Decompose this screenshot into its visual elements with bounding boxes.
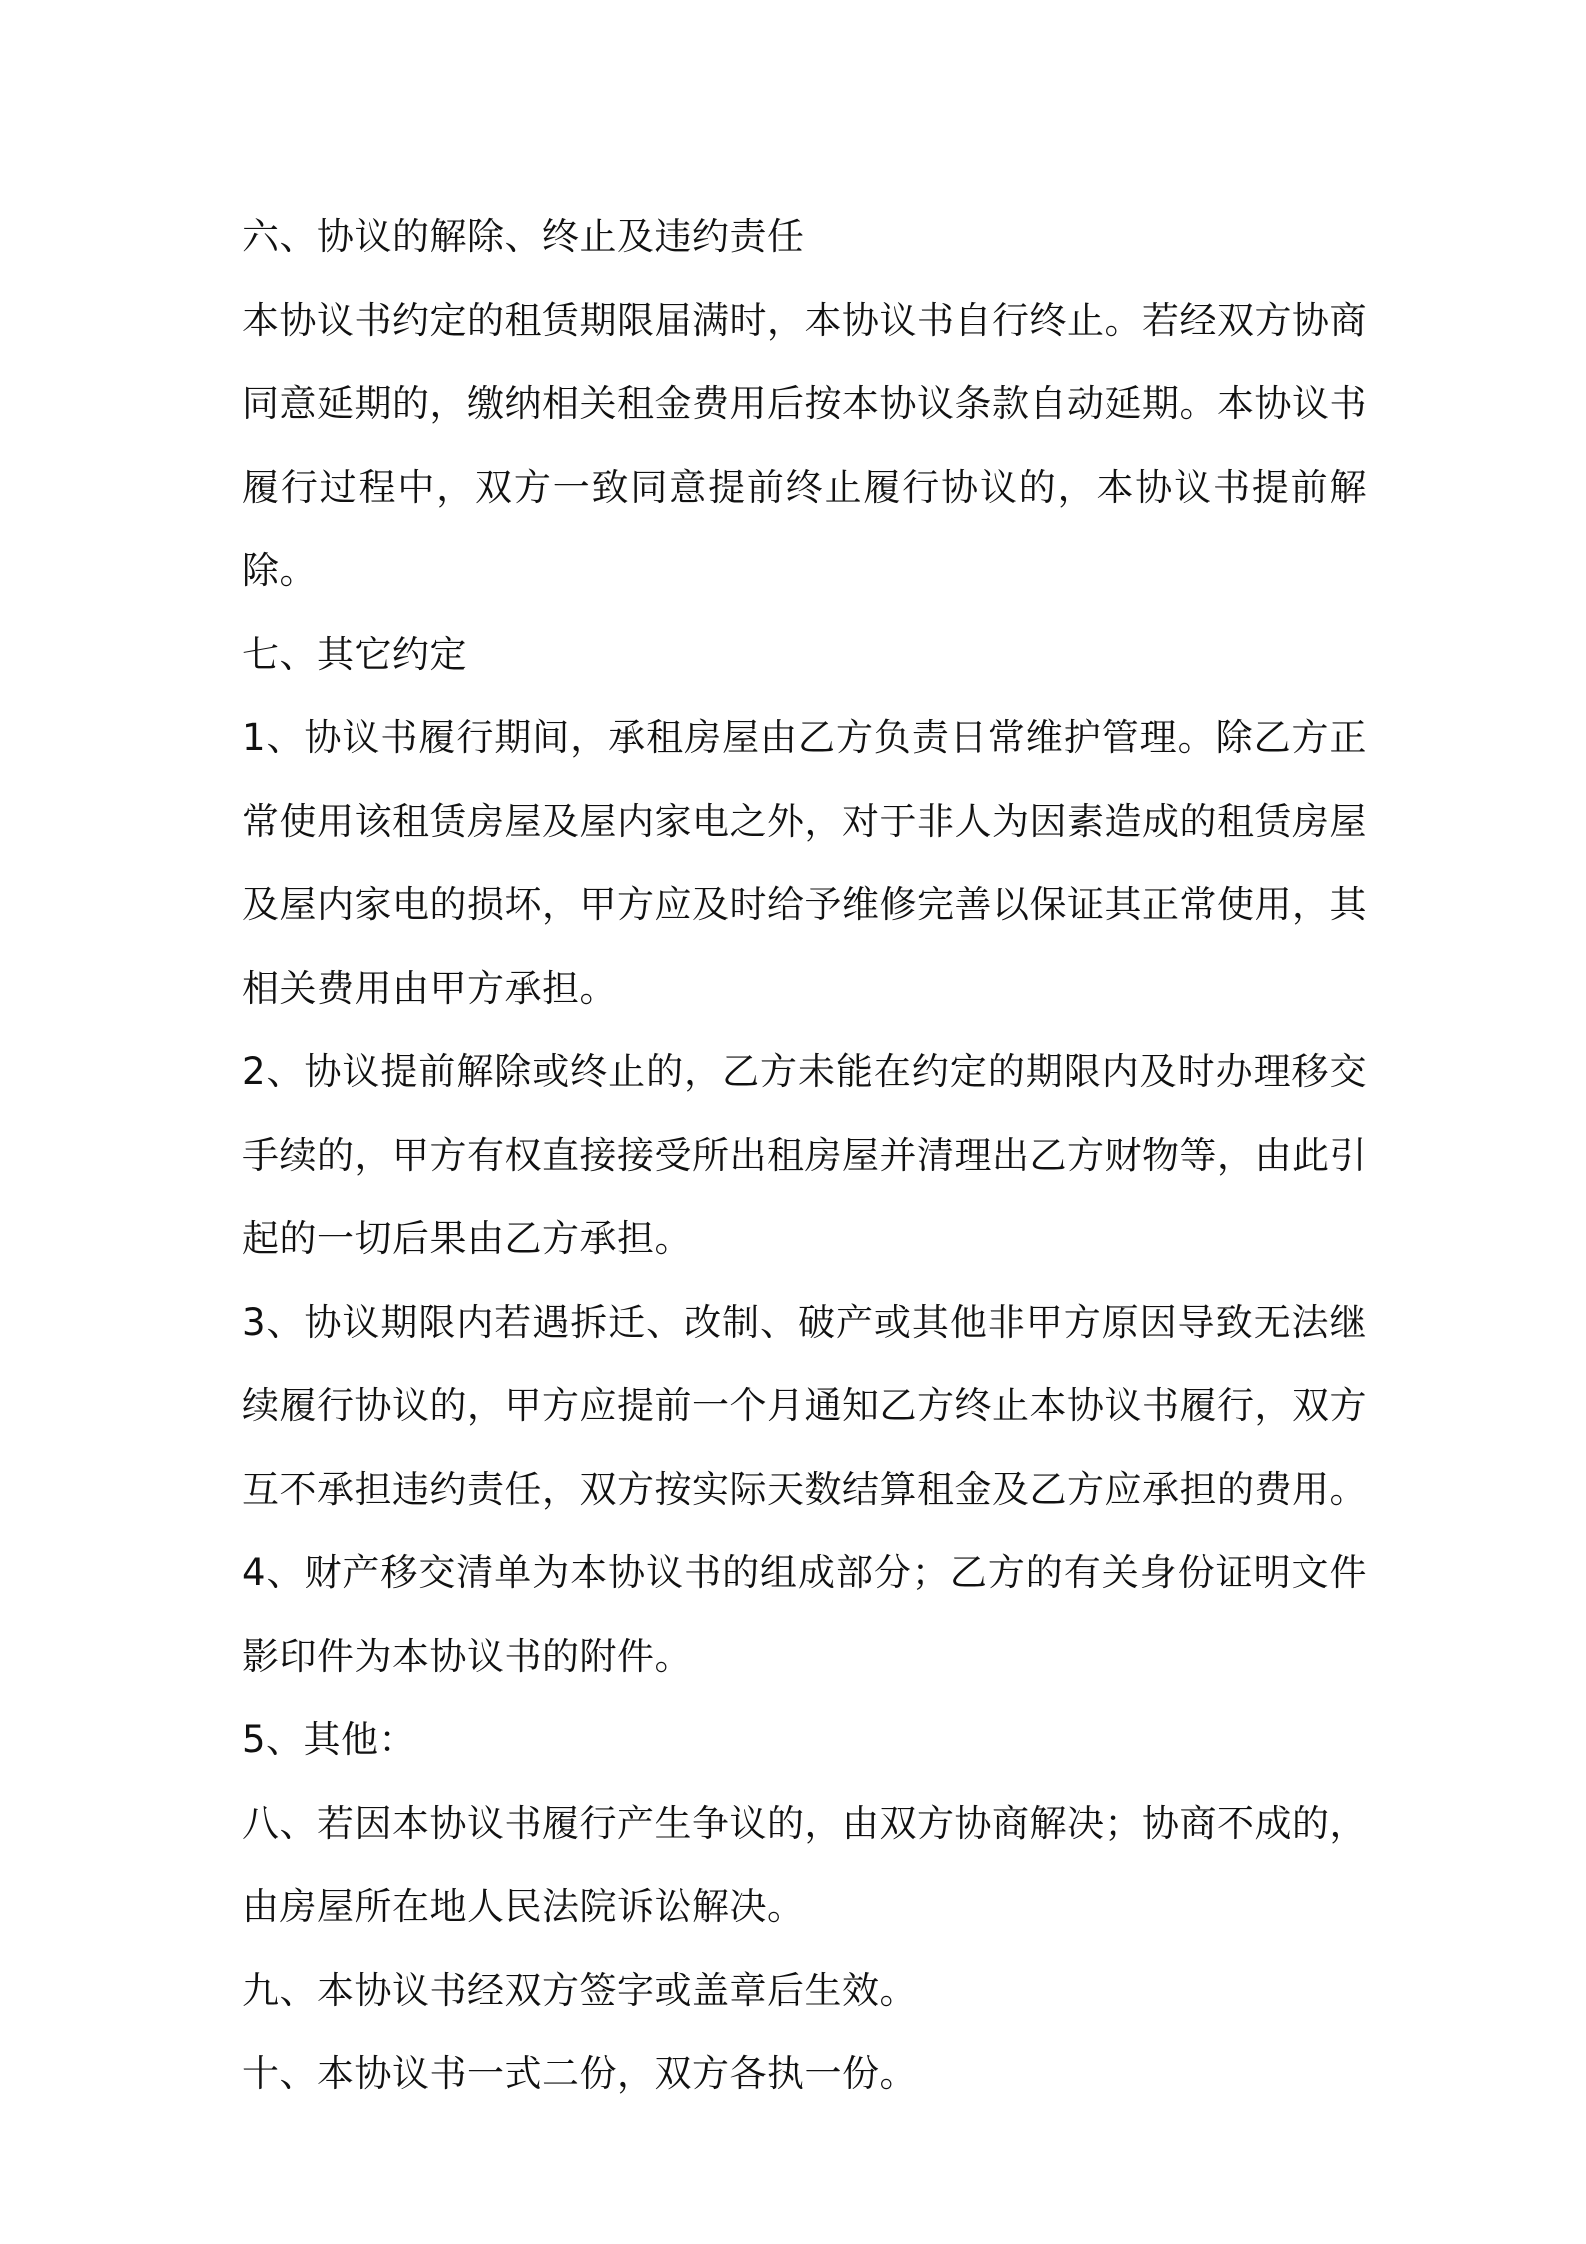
section-7-item-5: 5、其他： [242, 1718, 417, 1761]
section-6-heading: 六、协议的解除、终止及违约责任 [242, 215, 805, 258]
section-8-paragraph: 八、若因本协议书履行产生争议的，由双方协商解决；协商不成的，由房屋所在地人民法院诉讼解决。 [242, 1801, 1367, 1928]
section-7-item-4: 4、财产移交清单为本协议书的组成部分；乙方的有关身份证明文件影印件为本协议书的附件。 [242, 1551, 1367, 1678]
section-9-paragraph: 九、本协议书经双方签字或盖章后生效。 [242, 1968, 917, 2012]
section-10-paragraph: 十、本协议书一式二份，双方各执一份。 [242, 2052, 917, 2095]
document-body [242, 195, 1367, 2116]
section-7-item-2: 2、协议提前解除或终止的，乙方未能在约定的期限内及时办理移交手续的，甲方有权直接接受所出租房屋并清理出乙方财物等，由此引起的一切后果由乙方承担。 [242, 1050, 1367, 1260]
section-7-item-1: 1、协议书履行期间，承租房屋由乙方负责日常维护管理。除乙方正常使用该租赁房屋及屋内家电之外，对于非人为因素造成的租赁房屋及屋内家电的损坏，甲方应及时给予维修完善以保证其正常使用，其相关费用由甲方承担。 [242, 716, 1367, 1010]
section-7-heading: 七、其它约定 [242, 632, 467, 676]
section-6-paragraph: 本协议书约定的租赁期限届满时，本协议书自行终止。若经双方协商同意延期的，缴纳相关租金费用后按本协议条款自动延期。本协议书履行过程中，双方一致同意提前终止履行协议的，本协议书提前解除。 [242, 298, 1367, 592]
section-7-item-3: 3、协议期限内若遇拆迁、改制、破产或其他非甲方原因导致无法继续履行协议的，甲方应提前一个月通知乙方终止本协议书履行，双方互不承担违约责任，双方按实际天数结算租金及乙方应承担的费用。 [242, 1300, 1367, 1511]
